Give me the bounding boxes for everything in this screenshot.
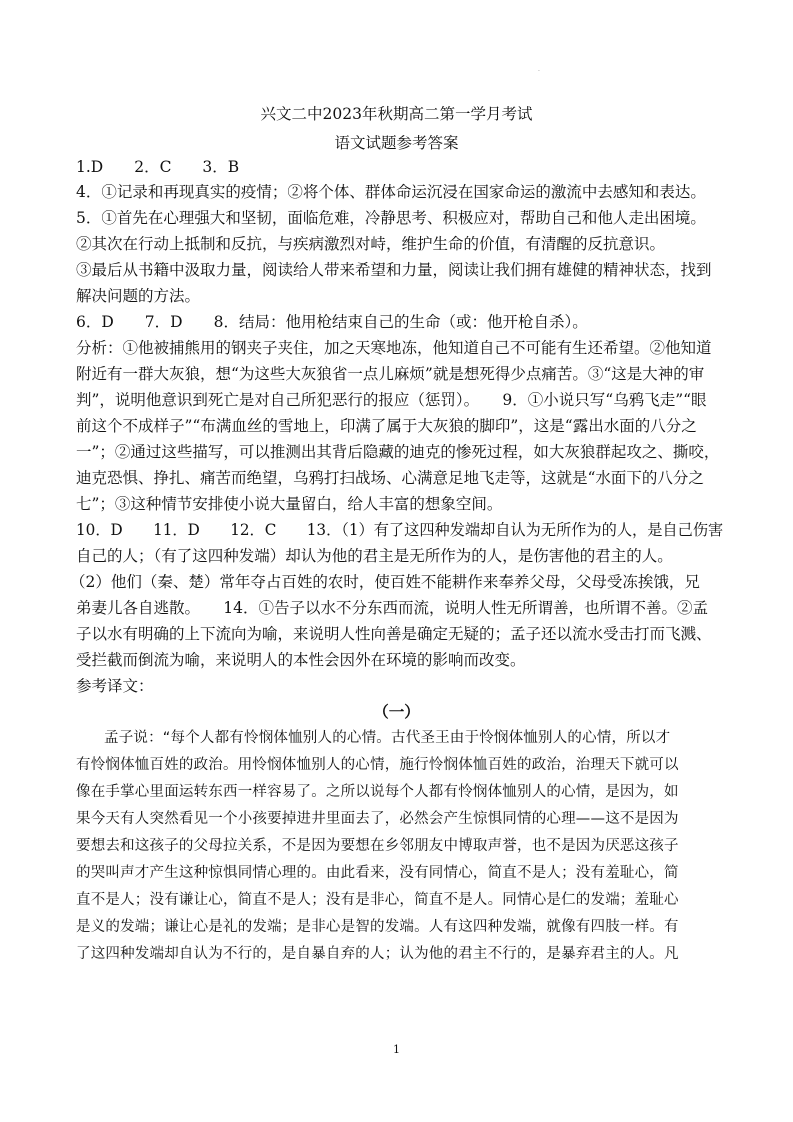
answer-line: 解决问题的方法。	[76, 287, 201, 305]
answer-line: （2）他们（秦、楚）常年夺占百姓的农时，使百姓不能耕作来奉养父母，父母受冻挨饿，兄	[70, 573, 700, 591]
answer-line: ②其次在行动上抵制和反抗，与疾病激烈对峙，维护生命的价值，有清醒的反抗意识。	[76, 235, 666, 253]
answer-line: 受拦截而倒流为喻，来说明人的本性会因外在环境的影响而改变。	[76, 651, 526, 669]
section-heading: （一）	[373, 702, 420, 721]
answer-line: 弟妻儿各自逃散。 14．①告子以水不分东西而流，说明人性无所谓善，也所谓不善。②孟	[76, 599, 708, 617]
document-title: 兴文二中2023年秋期高二第一学月考试	[260, 105, 533, 123]
translation-line: 直不是人；没有谦让心，简直不是人；没有是非心，简直不是人。同情心是仁的发端；羞耻心	[76, 892, 679, 908]
answer-line: 4．①记录和再现真实的疫情；②将个体、群体命运沉浸在国家命运的激流中去感知和表达。	[76, 183, 706, 201]
translation-line: 了这四种发端却自认为不行的，是自暴自弃的人；认为他的君主不行的，是暴弃君主的人。凡	[76, 946, 679, 962]
document-subtitle: 语文试题参考答案	[334, 134, 459, 152]
translation-line: 孟子说：“每个人都有怜悯体恤别人的心情。古代圣王由于怜悯体恤别人的心情，所以才	[104, 730, 671, 746]
answer-line: 6．D 7．D 8．结局：他用枪结束自己的生命（或：他开枪自杀）。	[76, 313, 588, 331]
translation-line: 的哭叫声才产生这种惊惧同情心理的。由此看来，没有同情心，简直不是人；没有羞耻心，简	[76, 865, 679, 881]
translation-line: 像在手掌心里面运转东西一样容易了。之所以说每个人都有怜悯体恤别人的心情，是因为，如	[76, 784, 679, 800]
answer-line: 5．①首先在心理强大和坚韧，面临危难，冷静思考、积极应对，帮助自己和他人走出困境。	[76, 209, 706, 227]
answer-line: 自己的人；（有了这四种发端）却认为他的君主是无所作为的人，是伤害他的君主的人。	[76, 547, 673, 565]
answer-line: 七”；③这种情节安排使小说大量留白，给人丰富的想象空间。	[76, 495, 503, 513]
answer-line: 判”，说明他意识到死亡是对自己所犯恶行的报应（惩罚）。 9．①小说只写“乌鸦飞走”“眼	[76, 391, 707, 409]
answer-line: 1.D 2．C 3．B	[76, 158, 240, 176]
answer-line: ③最后从书籍中汲取力量，阅读给人带来希望和力量，阅读让我们拥有雄健的精神状态，找到	[76, 261, 712, 279]
answer-line: 迪克恐惧、挣扎、痛苦而绝望，乌鸦打扫战场、心满意足地飞走等，这就是“水面下的八分之	[76, 469, 704, 487]
answer-line: 10．D 11．D 12．C 13．（1）有了这四种发端却自认为无所作为的人，是自己伤害	[76, 521, 724, 539]
translation-line: 要想去和这孩子的父母拉关系，不是因为要想在乡邻朋友中博取声誉，也不是因为厌恶这孩子	[76, 838, 679, 854]
translation-line: 果今天有人突然看见一个小孩要掉进井里面去了，必然会产生惊惧同情的心理——这不是因为	[76, 811, 679, 827]
translation-line: 有怜悯体恤百姓的政治。用怜悯体恤别人的心情，施行怜悯体恤百姓的政治，治理天下就可以	[76, 757, 679, 773]
corner-mark: .	[538, 66, 540, 73]
answer-line: 一”；②通过这些描写，可以推测出其背后隐藏的迪克的惨死过程，如大灰狼群起攻之、撕咬，	[76, 443, 720, 461]
page-number: 1	[393, 1043, 400, 1056]
answer-line: 子以水有明确的上下流向为喻，来说明人性向善是确定无疑的；孟子还以流水受击打而飞溅、	[76, 625, 712, 643]
answer-line: 参考译文：	[76, 677, 154, 695]
answer-line: 附近有一群大灰狼，想“为这些大灰狼省一点儿麻烦”就是想死得少点痛苦。③“这是大神的审	[76, 365, 705, 383]
answer-line: 前这个不成样子”“布满血丝的雪地上，印满了属于大灰狼的脚印”，这是“露出水面的八分之	[76, 417, 697, 435]
translation-line: 是义的发端；谦让心是礼的发端；是非心是智的发端。人有这四种发端，就像有四肢一样。有	[76, 919, 679, 935]
answer-line: 分析：①他被捕熊用的钢夹子夹住，加之天寒地冻，他知道自己不可能有生还希望。②他知道	[76, 339, 712, 357]
